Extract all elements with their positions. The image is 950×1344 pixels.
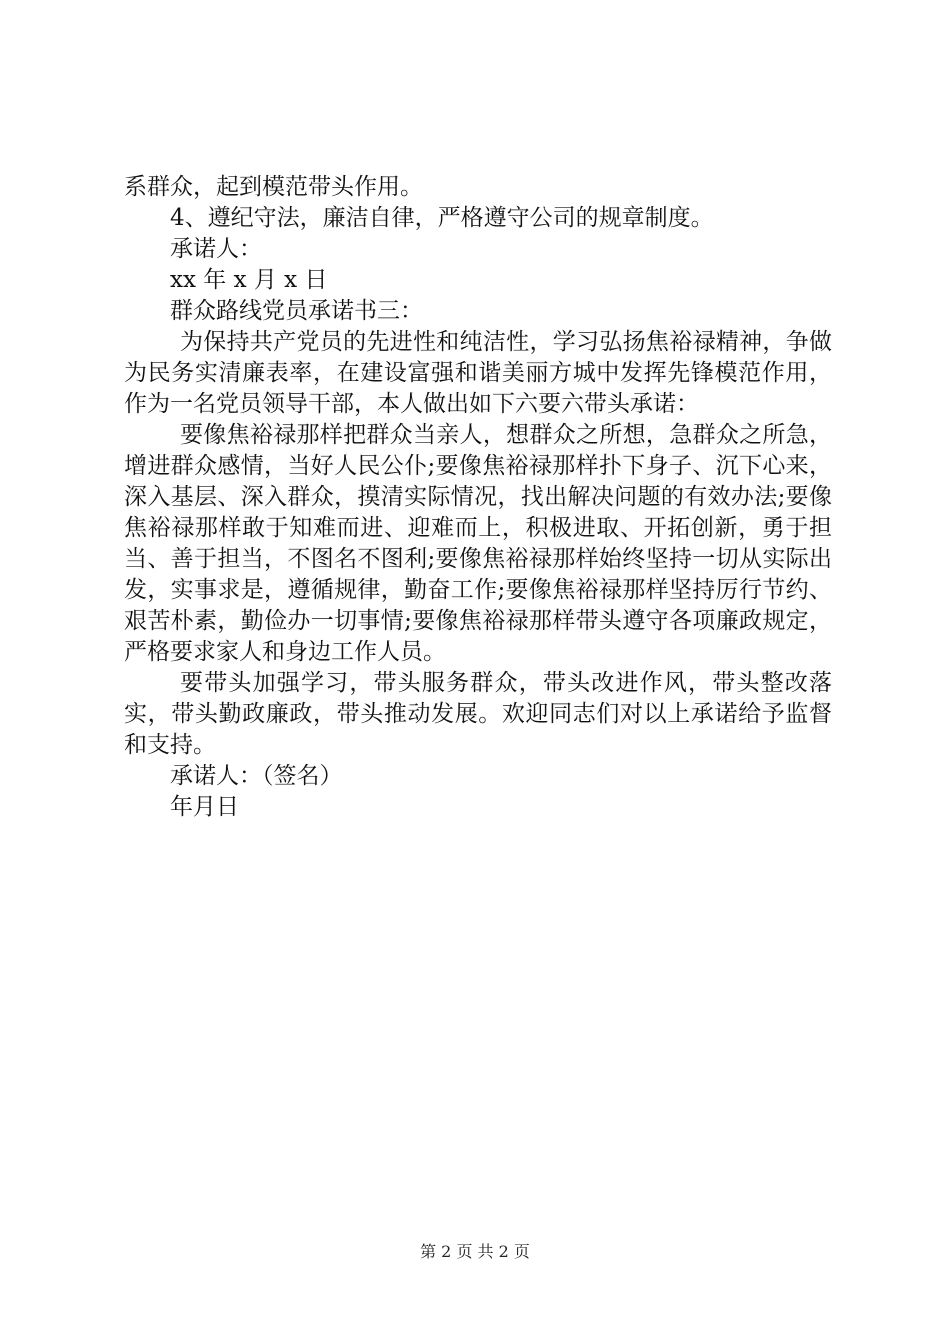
paragraph-intro: 为保持共产党员的先进性和纯洁性，学习弘扬焦裕禄精神，争做为民务实清廉表率，在建设富强和谐美丽方城中发挥先锋模范作用，作为一名党员领导干部，本人做出如下六要六带头承诺：: [124, 329, 832, 417]
page-footer: 第 2 页 共 2 页: [420, 1242, 530, 1261]
paragraph-2: 4、遵纪守法，廉洁自律，严格遵守公司的规章制度。: [170, 205, 714, 231]
date-blank-line: 年月日: [170, 794, 239, 820]
section-heading: 群众路线党员承诺书三：: [170, 298, 423, 324]
paragraph-six-musts: 要像焦裕禄那样把群众当亲人，想群众之所想，急群众之所急，增进群众感情，当好人民公仆;要像焦裕禄那样扑下身子、沉下心来，深入基层、深入群众，摸清实际情况，找出解决问题的有效办法;要像焦裕禄那样敢于知难而进、迎难而上，积极进取、开拓创新，勇于担当、善于担当，不图名不图利;要像焦裕禄那样始终坚持一切从实际出发，实事求是，遵循规律，勤奋工作;要像焦裕禄那样坚持厉行节约、艰苦朴素，勤俭办一切事情;要像焦裕禄那样带头遵守各项廉政规定，严格要求家人和身边工作人员。: [124, 422, 832, 665]
paragraph-six-leads: 要带头加强学习，带头服务群众，带头改进作风，带头整改落实，带头勤政廉政，带头推动发展。欢迎同志们对以上承诺给予监督和支持。: [124, 670, 832, 758]
signatory-sign-line: 承诺人：（签名）: [170, 763, 343, 789]
document-body: [124, 172, 832, 823]
signatory-label: 承诺人：: [170, 236, 262, 262]
paragraph-1: 系群众，起到模范带头作用。: [124, 174, 423, 200]
date-line: xx 年 x 月 x 日: [170, 267, 328, 293]
